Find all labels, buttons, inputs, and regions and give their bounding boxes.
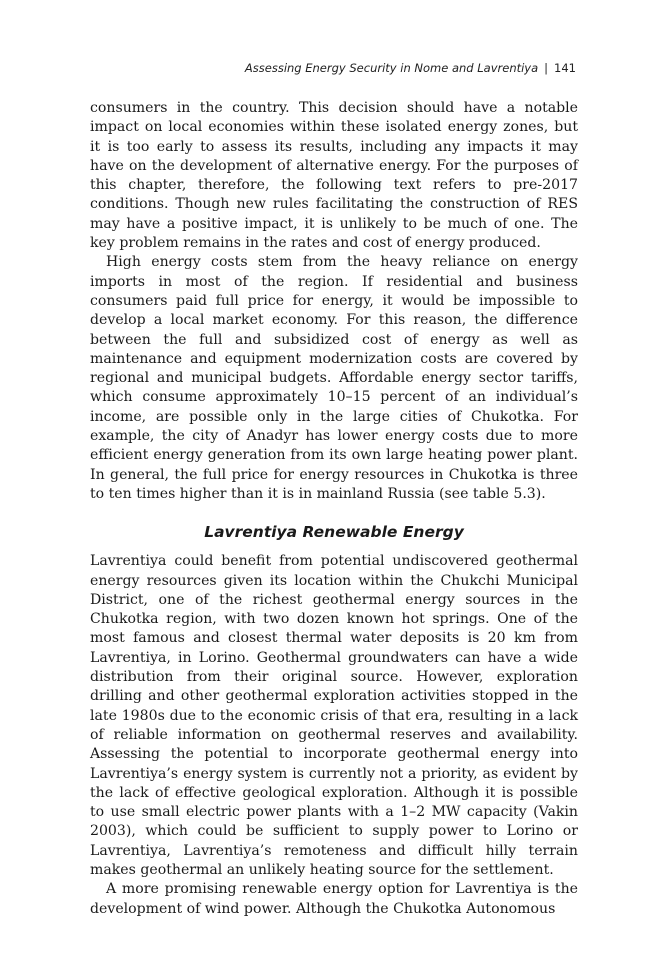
- running-header: [245, 61, 576, 75]
- paragraph-continued: consumers in the country. This decision should have a notable impact on local economies within these isolated energy zones, but it is too early to assess its results, including any impacts it may have on the development of alternative energy. For the purposes of this chapter, therefore, the following text refers to pre-2017 conditions. Though new rules facilitating the construction of RES may have a positive impact, it is unlikely to be much of one. The key problem remains in the rates and cost of energy produced.: [90, 100, 578, 252]
- page-number: 141: [554, 61, 576, 75]
- page-body: [90, 99, 578, 919]
- section-heading: Lavrentiya Renewable Energy: [204, 523, 464, 542]
- paragraph-energy-costs: High energy costs stem from the heavy reliance on energy imports in most of the region. If residential and business consumers paid full price for energy, it would be impossible to develop a local market economy. For this reason, the difference between the full and subsidized cost of energy as well as maintenance and equipment modernization costs are covered by regional and municipal budgets. Affordable energy sector tariffs, which consume approximately 10–15 percent of an individual’s income, are possible only in the large cities of Chukotka. For example, the city of Anadyr has lower energy costs due to more efficient energy generation from its own large heating power plant. In general, the full price for energy resources in Chukotka is three to ten times higher than it is in mainland Russia (see table 5.3).: [90, 254, 578, 502]
- paragraph-geothermal: Lavrentiya could benefit from potential undiscovered geothermal energy resources given its location within the Chukchi Municipal District, one of the richest geothermal energy sources in the Chukotka region, with two dozen known hot springs. One of the most famous and closest thermal water deposits is 20 km from Lavrentiya, in Lorino. Geothermal groundwaters can have a wide distribution from their original source. However, exploration drilling and other geothermal exploration activities stopped in the late 1980s due to the economic crisis of that era, resulting in a lack of reliable information on geothermal reserves and availability. Assessing the potential to incorporate geothermal energy into Lavrentiya’s energy system is currently not a priority, as evident by the lack of effective geological exploration. Although it is possible to use small electric power plants with a 1–2 MW capacity (Vakin 2003), which could be sufficient to supply power to Lorino or Lavrentiya, Lavrentiya’s remoteness and difficult hilly terrain makes geothermal an unlikely heating source for the settlement.: [90, 553, 578, 878]
- header-separator: |: [544, 61, 549, 75]
- running-title: Assessing Energy Security in Nome and Lavrentiya: [244, 61, 539, 75]
- paragraph-wind-power: A more promising renewable energy option for Lavrentiya is the development of wind power. Although the Chukotka Autonomous: [90, 881, 578, 917]
